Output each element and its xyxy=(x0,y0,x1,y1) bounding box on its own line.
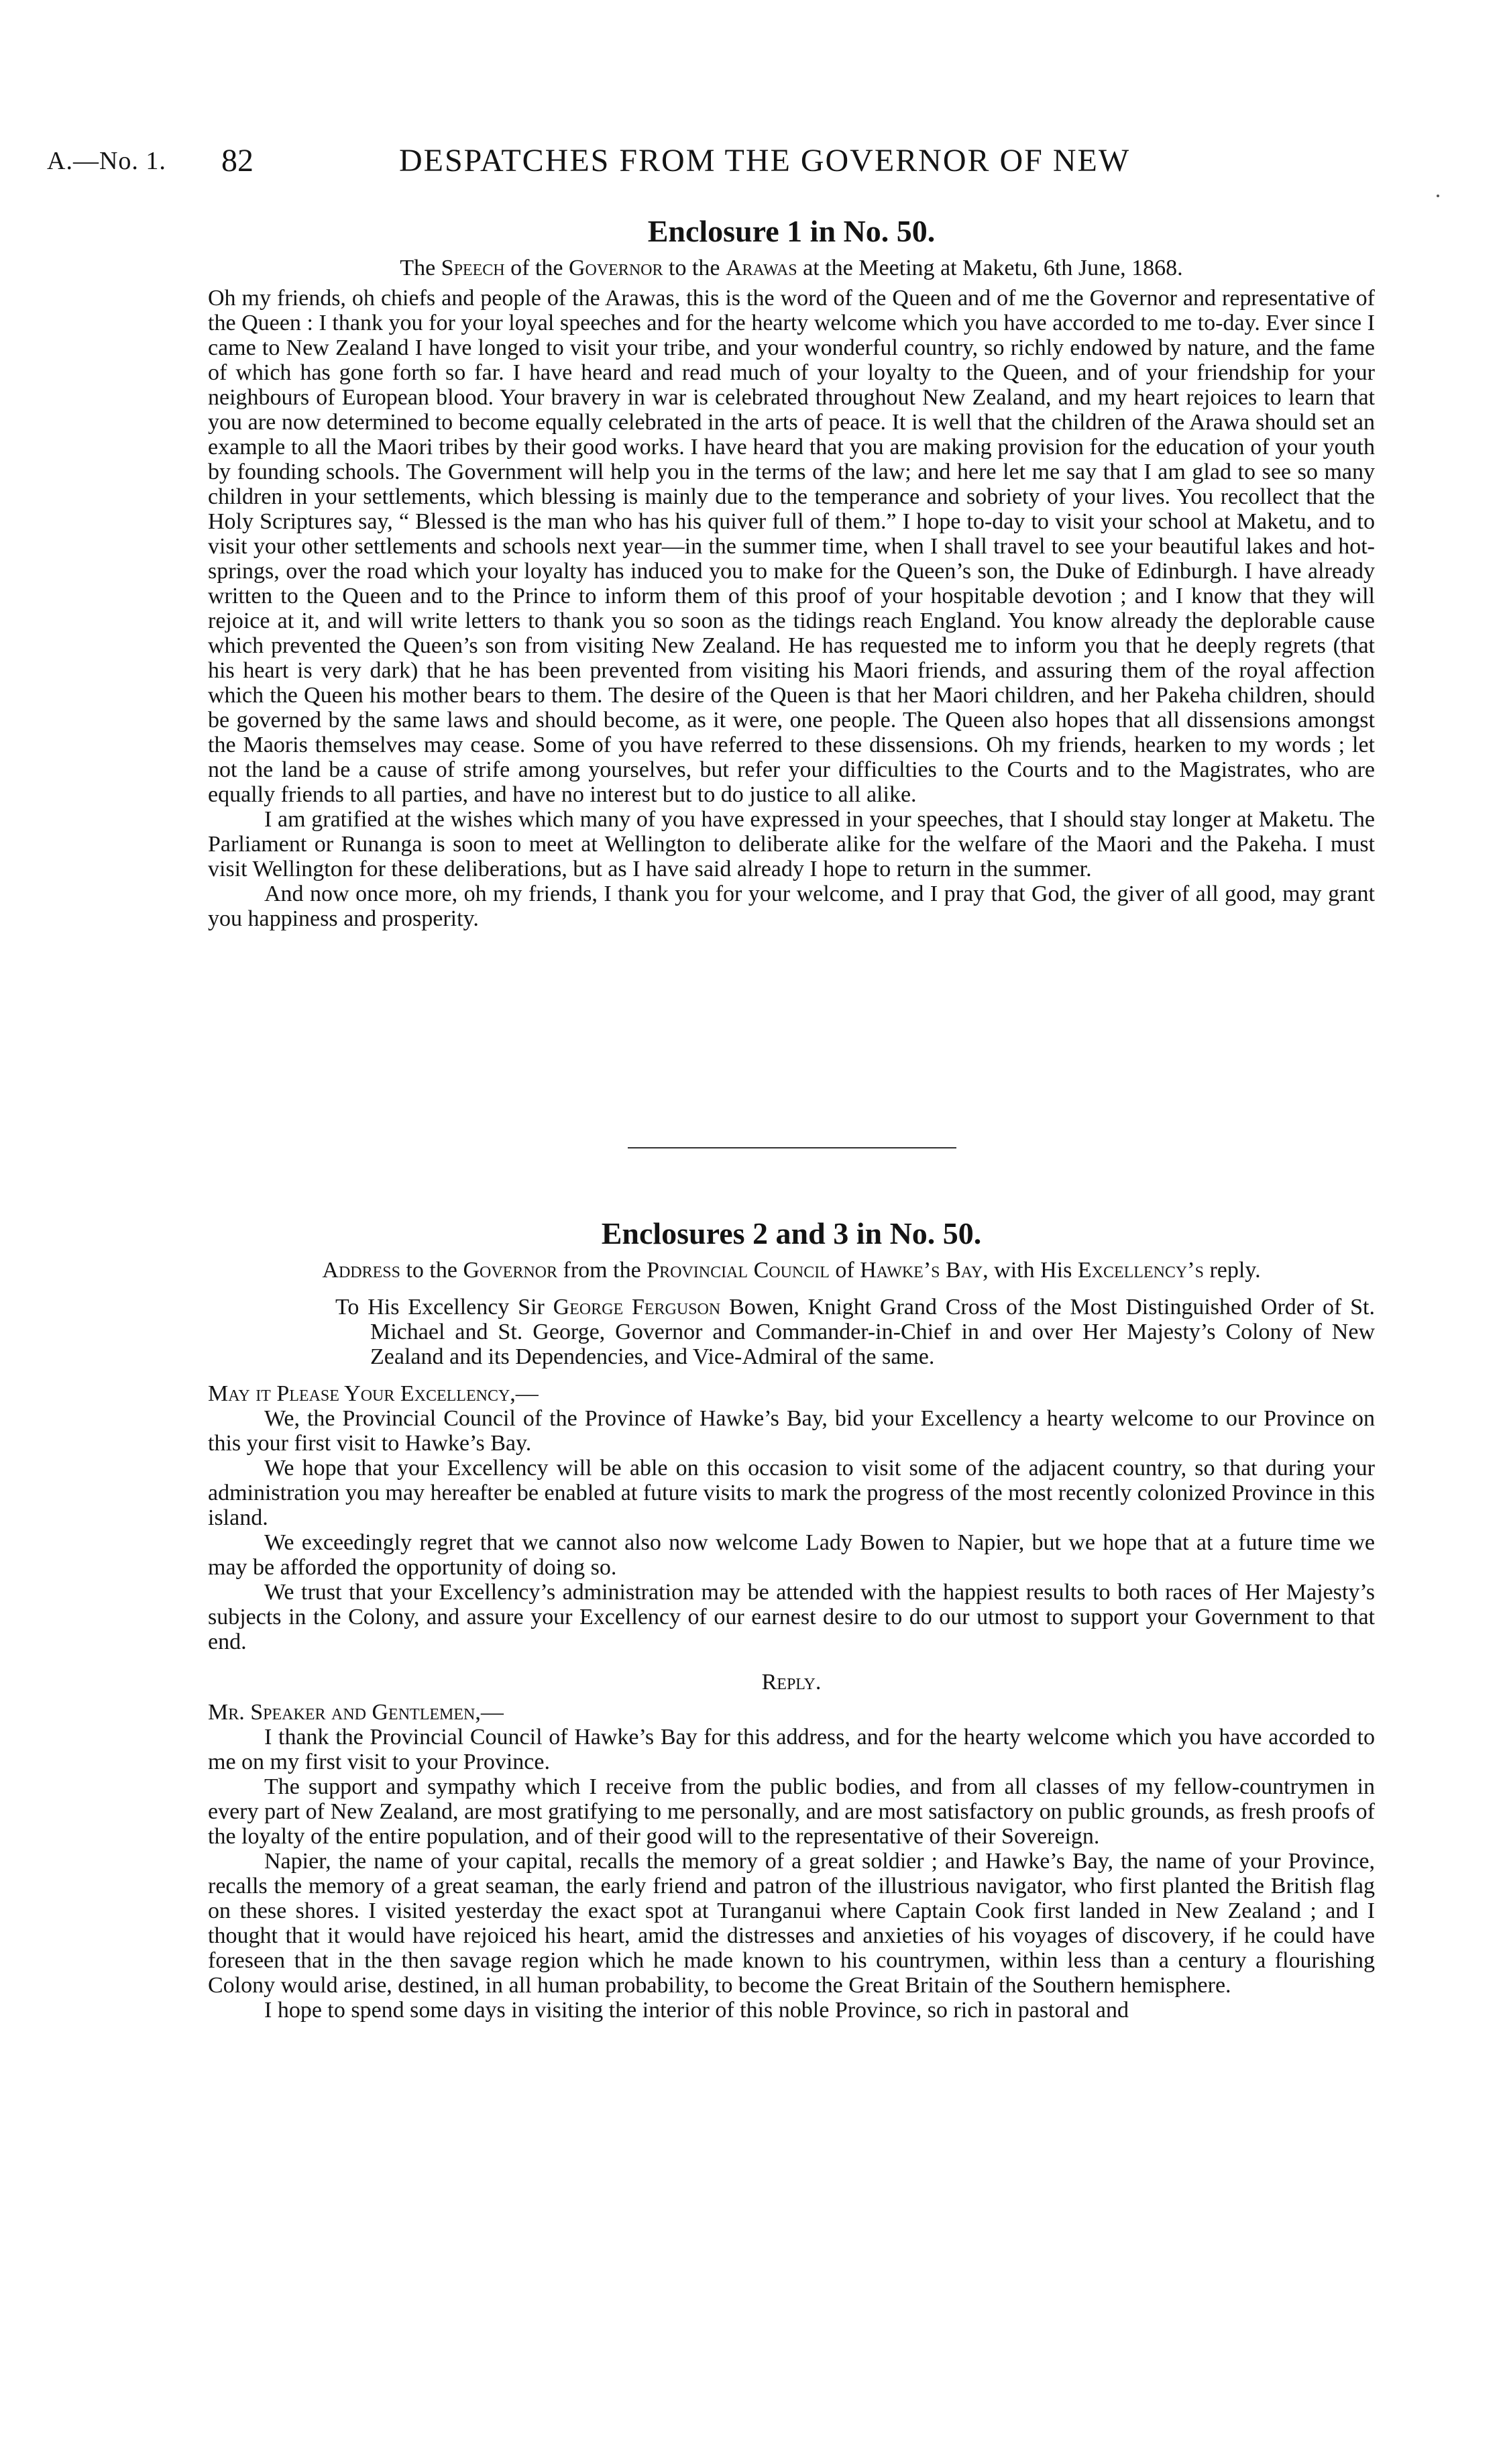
reply-paragraph: I hope to spend some days in visiting the interior of this noble Province, so rich in pastoral and xyxy=(264,1998,1129,2023)
page-number: 82 xyxy=(221,143,254,178)
address-paragraph: We, the Provincial Council of the Province of Hawke’s Bay, bid your Excellency a hearty welcome to our Province on this your first visit to Hawke’s Bay. xyxy=(208,1406,1375,1456)
running-title: DESPATCHES FROM THE GOVERNOR OF NEW xyxy=(399,143,1131,178)
enclosure-2-section xyxy=(208,1212,1375,2023)
address-salutation: May it Please Your Excellency,— xyxy=(208,1381,539,1406)
enclosure-1-heading: Enclosure 1 in No. 50. xyxy=(647,214,936,248)
reply-paragraph: I thank the Provincial Council of Hawke’s Bay for this address, and for the hearty welcome which you have accorded to me on my first visit to your Province. xyxy=(208,1725,1375,1774)
reply-salutation: Mr. Speaker and Gentlemen,— xyxy=(208,1700,504,1725)
reply-heading: Reply. xyxy=(761,1670,822,1695)
page-header xyxy=(0,142,1505,189)
enclosure-1-caption: The Speech of the Governor to the Arawas at the Meeting at Maketu, 6th June, 1868. xyxy=(400,256,1183,280)
margin-mark xyxy=(1437,195,1439,197)
address-paragraph: We trust that your Excellency’s administration may be attended with the happiest results to both races of Her Majesty’s subjects in the Colony, and assure your Excellency of our earnest desire to do our utmost to support your Government to that end. xyxy=(208,1580,1375,1654)
speech-paragraph: I am gratified at the wishes which many of you have expressed in your speeches, that I should stay longer at Maketu. The Parliament or Runanga is soon to meet at Wellington to deliberate alike for the welfare of the Maori and the Pakeha. I must visit Wellington for these deliberations, but as I have said already I hope to return in the summer. xyxy=(208,807,1375,881)
address-paragraph: We exceedingly regret that we cannot also now welcome Lady Bowen to Napier, but we hope that at a future time we may be afforded the opportunity of doing so. xyxy=(208,1530,1375,1580)
enclosure-2-caption: Address to the Governor from the Provincial Council of Hawke’s Bay, with His Excellency’s reply. xyxy=(322,1258,1261,1283)
reply-paragraph: The support and sympathy which I receive from the public bodies, and from all classes of my fellow-countrymen in every part of New Zealand, are most gratifying to me personally, and are most satisfactory on public grounds, as fresh proofs of the loyalty of the entire population, and of their good will to the representative of their Sovereign. xyxy=(208,1774,1375,1849)
reply-paragraph: Napier, the name of your capital, recalls the memory of a great soldier ; and Hawke’s Bay, the name of your Province, recalls the memory of a great seaman, the early friend and patron of the illustrious navigator, who first planted the British flag on these shores. I visited yesterday the exact spot at Turanganui where Captain Cook first landed in New Zealand ; and I thought that it would have rejoiced his heart, amid the distresses and anxieties of his voyages of discovery, if he could have foreseen that in the then savage region which he made known to his countrymen, within less than a century a flourishing Colony would arise, destined, in all human probability, to become the Great Britain of the Southern hemisphere. xyxy=(208,1849,1375,1998)
address-dedication: To His Excellency Sir George Ferguson Bowen, Knight Grand Cross of the Most Distinguished Order of St. Michael and St. George, Governor and Commander-in-Chief in and over Her Majesty’s Colony of New Zealand and its Dependencies, and Vice-Admiral of the same. xyxy=(335,1295,1376,1369)
speech-paragraph: And now once more, oh my friends, I thank you for your welcome, and I pray that God, the giver of all good, may grant you happiness and prosperity. xyxy=(208,881,1375,931)
paper-reference: A.—No. 1. xyxy=(47,147,166,175)
enclosure-1-section xyxy=(208,209,1375,931)
section-divider xyxy=(628,1147,956,1148)
speech-paragraph: Oh my friends, oh chiefs and people of the Arawas, this is the word of the Queen and of me the Governor and representative of the Queen : I thank you for your loyal speeches and for the hearty welcome which you have accorded to me to-day. Ever since I came to New Zealand I have longed to visit your tribe, and your wonderful country, so richly endowed by nature, and the fame of which has gone forth so far. I have heard and read much of your loyalty to the Queen, and of your friendship for your neighbours of European blood. Your bravery in war is celebrated throughout New Zealand, and my heart rejoices to learn that you are now determined to become equally celebrated in the arts of peace. It is well that the children of the Arawa should set an example to all the Maori tribes by their good works. I have heard that you are making provision for the education of your youth by founding schools. The Government will help you in the terms of the law; and here let me say that I am glad to see so many children in your settlements, which blessing is mainly due to the temperance and sobriety of your lives. You recollect that the Holy Scriptures say, “ Blessed is the man who has his quiver full of them.” I hope to-day to visit your school at Maketu, and to visit your other settlements and schools next year—in the summer time, when I shall travel to see your beautiful lakes and hot-springs, over the road which your loyalty has induced you to make for the Queen’s son, the Duke of Edinburgh. I have already written to the Queen and to the Prince to inform them of this proof of your hospitable devotion ; and I know that they will rejoice at it, and will write letters to thank you so soon as the tidings reach England. You know already the deplorable cause which prevented the Queen’s son from visiting New Zealand. He has requested me to inform you that he deeply regrets (that his heart is very dark) that he has been prevented from visiting his Maori friends, and assuring them of the royal affection which the Queen his mother bears to them. The desire of the Queen is that her Maori children, and her Pakeha children, should be governed by the same laws and should become, as it were, one people. The Queen also hopes that all dissensions amongst the Maoris themselves may cease. Some of you have referred to these dissensions. Oh my friends, hearken to my words ; let not the land be a cause of strife among yourselves, but refer your difficulties to the Courts and to the Magistrates, who are equally friends to all parties, and have no interest but to do justice to all alike. xyxy=(208,286,1375,807)
address-paragraph: We hope that your Excellency will be able on this occasion to visit some of the adjacent country, so that during your administration you may hereafter be enabled at future visits to mark the progress of the most recently colonized Province in this island. xyxy=(208,1456,1375,1530)
enclosure-2-heading: Enclosures 2 and 3 in No. 50. xyxy=(601,1216,982,1250)
